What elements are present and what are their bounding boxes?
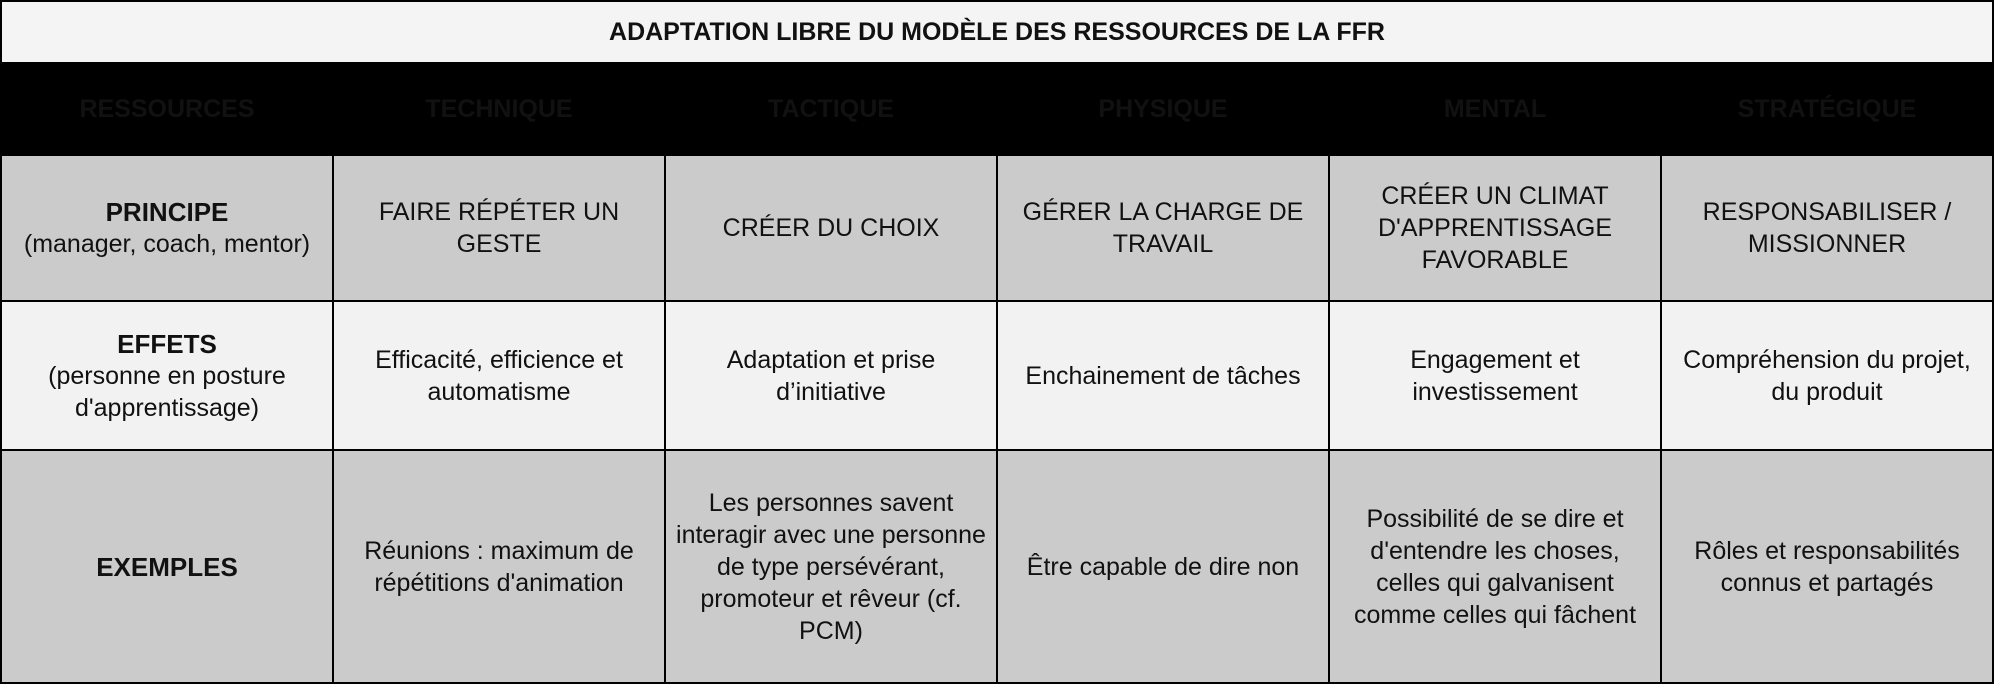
- table-cell: GÉRER LA CHARGE DE TRAVAIL: [997, 155, 1329, 301]
- table-cell: CRÉER DU CHOIX: [665, 155, 997, 301]
- table-cell: Efficacité, efficience et automatisme: [333, 301, 665, 450]
- title-row: [1, 1, 1993, 63]
- row-header-effets: [1, 301, 333, 450]
- header-strategique: STRATÉGIQUE: [1661, 63, 1993, 155]
- table-cell: Compréhension du projet, du produit: [1661, 301, 1993, 450]
- row-sublabel: (manager, coach, mentor): [23, 230, 311, 258]
- table-row-effets: [1, 301, 1993, 450]
- header-row: [1, 63, 1993, 155]
- row-header-principe: [1, 155, 333, 301]
- row-label: EXEMPLES: [96, 551, 238, 582]
- table-cell: Adaptation et prise d’initiative: [665, 301, 997, 450]
- table-cell: Réunions : maximum de répétitions d'animation: [333, 450, 665, 683]
- table-cell: Enchainement de tâches: [997, 301, 1329, 450]
- table-cell: Engagement et investissement: [1329, 301, 1661, 450]
- header-tactique: TACTIQUE: [665, 63, 997, 155]
- table-cell: Rôles et responsabilités connus et partagés: [1661, 450, 1993, 683]
- table-row-exemples: [1, 450, 1993, 683]
- table-cell: Être capable de dire non: [997, 450, 1329, 683]
- header-mental: MENTAL: [1329, 63, 1661, 155]
- table-cell: FAIRE RÉPÉTER UN GESTE: [333, 155, 665, 301]
- row-label: EFFETS: [117, 328, 217, 359]
- table-cell: Les personnes savent interagir avec une personne de type persévérant, promoteur et rêveur (cf. PCM): [665, 450, 997, 683]
- header-ressources: RESSOURCES: [1, 63, 333, 155]
- row-sublabel: (personne en posture d'apprentissage): [48, 361, 286, 422]
- header-physique: PHYSIQUE: [997, 63, 1329, 155]
- table-row-principe: [1, 155, 1993, 301]
- table-title: ADAPTATION LIBRE DU MODÈLE DES RESSOURCES DE LA FFR: [1, 1, 1993, 63]
- table-cell: CRÉER UN CLIMAT D'APPRENTISSAGE FAVORABLE: [1329, 155, 1661, 301]
- header-technique: TECHNIQUE: [333, 63, 665, 155]
- table-cell: RESPONSABILISER / MISSIONNER: [1661, 155, 1993, 301]
- table-cell: Possibilité de se dire et d'entendre les choses, celles qui galvanisent comme celles qui fâchent: [1329, 450, 1661, 683]
- row-header-exemples: [1, 450, 333, 683]
- row-label: PRINCIPE: [105, 197, 229, 227]
